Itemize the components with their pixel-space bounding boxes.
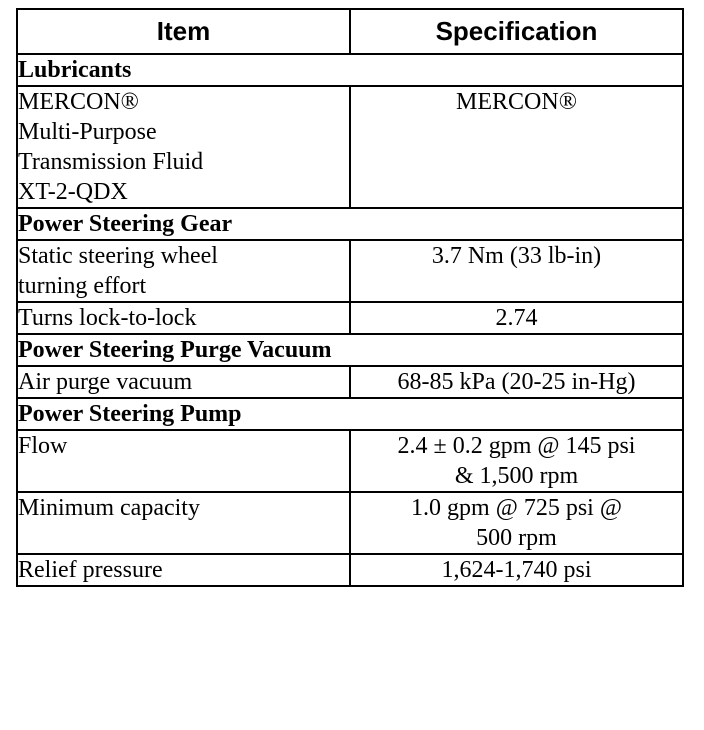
section-title: Power Steering Purge Vacuum [17,334,683,366]
specification-text: MERCON® [456,89,577,115]
item-text: MERCON® [18,89,139,115]
item-text: Multi-Purpose [18,119,157,145]
item-cell [17,366,350,398]
specification-text: 500 rpm [476,525,557,551]
specification-text: 1,624-1,740 psi [441,557,592,583]
table-row [17,430,683,492]
item-text: Flow [18,433,68,459]
header-row [17,9,683,54]
item-text: Turns lock-to-lock [18,305,197,331]
section-row [17,54,683,86]
section-title: Lubricants [17,54,683,86]
specification-text: 1.0 gpm @ 725 psi @ [411,495,622,521]
section-row [17,334,683,366]
item-cell [17,554,350,586]
item-cell [17,430,350,492]
specification-text: 3.7 Nm (33 lb-in) [431,243,602,269]
table-row [17,86,683,208]
item-text: Transmission Fluid [18,149,204,175]
specification-text: 68-85 kPa (20-25 in-Hg) [397,369,636,395]
section-row [17,398,683,430]
section-title: Power Steering Pump [17,398,683,430]
item-text: Static steering wheel [18,243,218,269]
table-row [17,492,683,554]
specification-cell [350,86,683,208]
item-text: Relief pressure [18,557,163,583]
table-row [17,366,683,398]
table-row [17,302,683,334]
specification-cell [350,430,683,492]
table-row [17,554,683,586]
specification-text: 2.4 ± 0.2 gpm @ 145 psi [397,433,636,459]
column-header-item: Item [17,9,350,54]
specification-cell [350,366,683,398]
column-header-specification: Specification [350,9,683,54]
item-text: turning effort [18,273,147,299]
specification-text: 2.74 [495,305,538,331]
specification-cell [350,302,683,334]
item-text: XT-2-QDX [18,179,128,205]
specification-cell [350,492,683,554]
item-text: Air purge vacuum [18,369,193,395]
specification-cell [350,554,683,586]
item-cell [17,302,350,334]
item-cell [17,240,350,302]
specification-text: & 1,500 rpm [454,463,579,489]
item-text: Minimum capacity [18,495,200,521]
specification-cell [350,240,683,302]
section-row [17,208,683,240]
section-title: Power Steering Gear [17,208,683,240]
specification-table [16,8,684,587]
item-cell [17,86,350,208]
item-cell [17,492,350,554]
table-row [17,240,683,302]
